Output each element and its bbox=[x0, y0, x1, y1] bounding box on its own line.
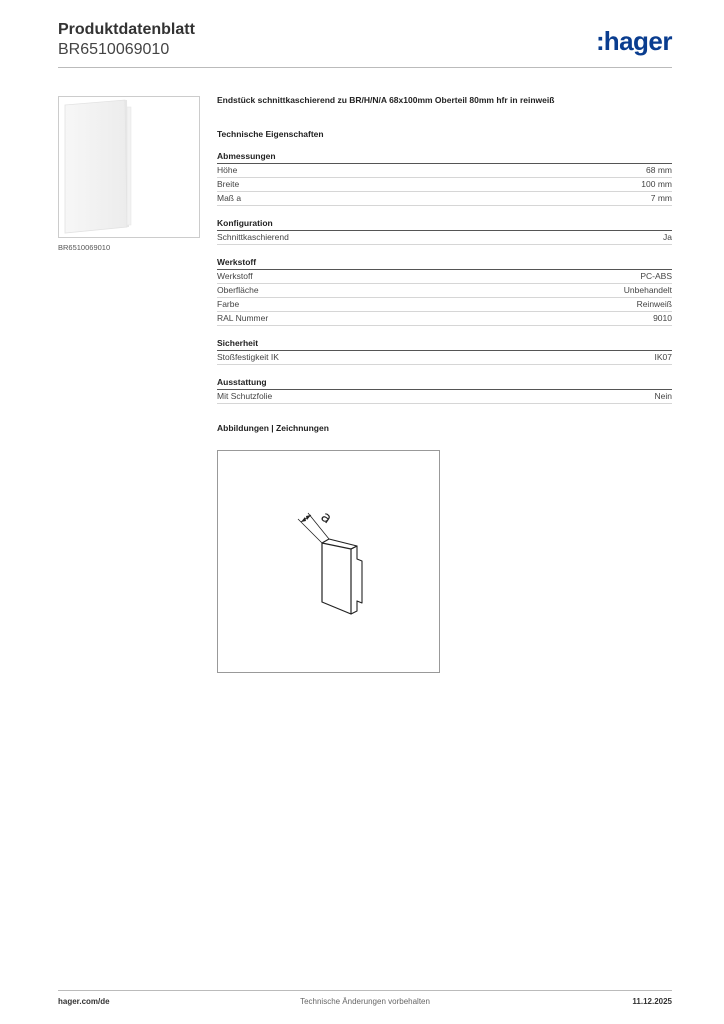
group-title: Konfiguration bbox=[217, 218, 672, 231]
product-thumbnail bbox=[58, 96, 200, 238]
spec-label: Breite bbox=[217, 179, 240, 189]
spec-value: PC-ABS bbox=[640, 271, 672, 281]
spec-value: Unbehandelt bbox=[623, 285, 672, 295]
dimension-label: a bbox=[317, 507, 336, 528]
document-title: Produktdatenblatt bbox=[58, 21, 195, 38]
spec-value: 68 mm bbox=[646, 165, 672, 175]
spec-label: Werkstoff bbox=[217, 271, 253, 281]
spec-row bbox=[217, 312, 672, 326]
article-number: BR6510069010 bbox=[58, 41, 170, 58]
spec-label: Mit Schutzfolie bbox=[217, 391, 273, 401]
thumbnail-caption: BR6510069010 bbox=[58, 243, 111, 252]
page-header bbox=[58, 20, 672, 60]
group-safety bbox=[217, 338, 672, 365]
group-configuration bbox=[217, 218, 672, 245]
logo-text: hager bbox=[603, 26, 672, 56]
spec-row bbox=[217, 164, 672, 178]
spec-value: IK07 bbox=[654, 352, 672, 362]
group-dimensions bbox=[217, 151, 672, 206]
group-equipment bbox=[217, 377, 672, 404]
images-heading: Abbildungen | Zeichnungen bbox=[217, 423, 329, 433]
spec-row bbox=[217, 231, 672, 245]
group-material bbox=[217, 257, 672, 326]
spec-value: Nein bbox=[654, 391, 672, 401]
spec-row bbox=[217, 178, 672, 192]
product-photo-icon bbox=[59, 97, 199, 237]
spec-row bbox=[217, 192, 672, 206]
spec-label: Höhe bbox=[217, 165, 238, 175]
group-title: Werkstoff bbox=[217, 257, 672, 270]
footer-notice: Technische Änderungen vorbehalten bbox=[300, 997, 430, 1006]
spec-label: Stoßfestigkeit IK bbox=[217, 352, 279, 362]
spec-label: Farbe bbox=[217, 299, 240, 309]
technical-properties-heading: Technische Eigenschaften bbox=[217, 129, 324, 139]
footer-date: 11.12.2025 bbox=[632, 997, 672, 1006]
spec-value: 100 mm bbox=[641, 179, 672, 189]
spec-value: 9010 bbox=[653, 313, 672, 323]
spec-row bbox=[217, 298, 672, 312]
spec-row bbox=[217, 284, 672, 298]
spec-value: 7 mm bbox=[650, 193, 672, 203]
spec-row bbox=[217, 270, 672, 284]
spec-row bbox=[217, 351, 672, 365]
header-divider bbox=[58, 67, 672, 68]
footer-website-link[interactable]: hager.com/de bbox=[58, 997, 110, 1006]
spec-label: Schnittkaschierend bbox=[217, 232, 289, 242]
spec-label: Maß a bbox=[217, 193, 242, 203]
product-title: Endstück schnittkaschierend zu BR/H/N/A 68x100mm Oberteil 80mm hfr in reinweiß bbox=[217, 95, 555, 105]
spec-value: Ja bbox=[663, 232, 672, 242]
group-title: Ausstattung bbox=[217, 377, 672, 390]
hager-logo bbox=[596, 26, 672, 57]
group-title: Abmessungen bbox=[217, 151, 672, 164]
group-title: Sicherheit bbox=[217, 338, 672, 351]
technical-drawing bbox=[217, 450, 440, 673]
product-details bbox=[217, 95, 672, 433]
spec-row bbox=[217, 390, 672, 404]
footer-divider bbox=[58, 990, 672, 991]
spec-value: Reinweiß bbox=[636, 299, 672, 309]
end-piece-drawing-icon bbox=[218, 451, 439, 672]
spec-label: Oberfläche bbox=[217, 285, 259, 295]
logo-dots: : bbox=[596, 26, 603, 56]
spec-label: RAL Nummer bbox=[217, 313, 269, 323]
